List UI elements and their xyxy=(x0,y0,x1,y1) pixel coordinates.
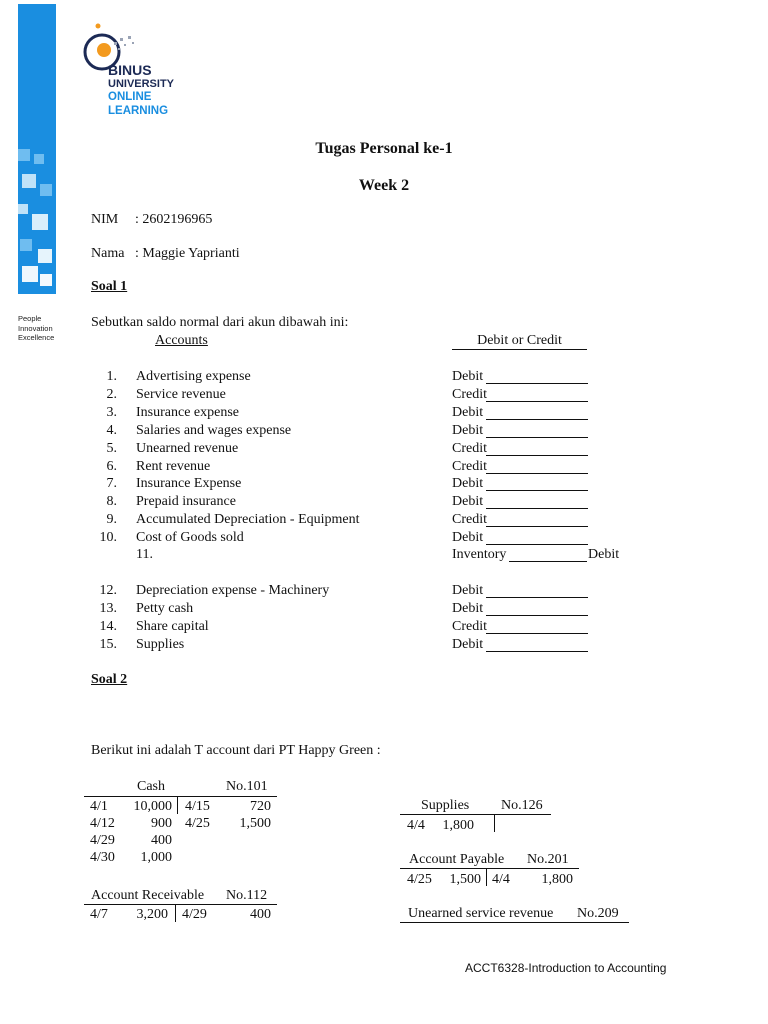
item-number: 4. xyxy=(106,422,117,438)
nama-label: Nama xyxy=(91,246,125,261)
ar-divider xyxy=(175,905,176,922)
footer-course: ACCT6328-Introduction to Accounting xyxy=(465,961,667,975)
item-debit-credit: Debit xyxy=(452,422,484,438)
cash-top-line xyxy=(84,796,277,797)
item-number: 7. xyxy=(106,476,117,492)
debits-amount: 1,000 xyxy=(140,850,172,865)
item-account-name: Share capital xyxy=(136,618,209,634)
item-account-name: Inventory xyxy=(452,547,507,562)
item-number: 3. xyxy=(106,404,117,420)
list-item xyxy=(92,582,632,600)
item-account-name: Unearned revenue xyxy=(136,440,239,456)
debits-amount: 400 xyxy=(151,833,172,848)
nama-value: : Maggie Yaprianti xyxy=(135,246,240,261)
item-answer-line xyxy=(486,383,588,384)
ar-top-line xyxy=(84,904,277,905)
ar-no: No.112 xyxy=(226,888,268,903)
nim-label: NIM xyxy=(91,212,119,227)
soal2-heading: Soal 2 xyxy=(91,672,128,687)
item-answer-line xyxy=(486,419,588,420)
ap-title: Account Payable xyxy=(409,852,505,867)
item-number: 6. xyxy=(106,458,117,474)
ap-top-line xyxy=(400,868,579,869)
item-debit-credit: Credit xyxy=(452,458,487,474)
item-answer-line xyxy=(486,473,588,474)
item-answer-line xyxy=(509,561,587,562)
item-answer-line xyxy=(486,490,588,491)
debits-date: 4/1 xyxy=(90,799,108,814)
item-debit-credit: Debit xyxy=(452,583,484,598)
item-number: 1. xyxy=(106,369,117,384)
list-item xyxy=(92,493,632,511)
item-answer-line xyxy=(486,526,588,527)
credits-amount: 1,500 xyxy=(239,816,271,831)
tagline xyxy=(18,314,54,343)
item-answer-line xyxy=(486,508,588,509)
item-debit-credit: Debit xyxy=(452,369,484,384)
list-item xyxy=(92,618,632,636)
item-answer-line xyxy=(486,651,588,652)
item-number: 15. xyxy=(99,636,117,652)
item-account-name: Cost of Goods sold xyxy=(136,530,244,546)
item-account-name: Petty cash xyxy=(136,600,194,616)
item-number: 8. xyxy=(106,494,117,510)
credits-amount: 720 xyxy=(250,799,271,814)
ar-title: Account Receivable xyxy=(91,888,205,903)
debits-date: 4/7 xyxy=(90,907,108,922)
tagline-people: People xyxy=(18,314,42,323)
list-item xyxy=(92,368,632,386)
item-debit-credit: Credit xyxy=(452,512,487,528)
unearned-title: Unearned service revenue xyxy=(408,906,554,921)
soal1-heading: Soal 1 xyxy=(91,279,128,294)
item-debit-credit: Debit xyxy=(452,404,484,420)
item-debit-credit: Debit xyxy=(452,636,484,652)
logo-online: ONLINE xyxy=(108,91,152,103)
ap-no: No.201 xyxy=(527,852,569,867)
item-account-name: Depreciation expense - Machinery xyxy=(136,583,330,598)
item-account-name: Service revenue xyxy=(136,386,226,402)
item-debit-credit: Credit xyxy=(452,386,487,402)
cash-title: Cash xyxy=(137,779,165,794)
unearned-top-line xyxy=(400,922,629,923)
item-answer-line xyxy=(486,401,588,402)
debits-amount: 1,800 xyxy=(442,818,474,833)
page-title: Tugas Personal ke-1 xyxy=(315,140,453,157)
item-account-name: Insurance expense xyxy=(136,404,240,420)
item-debit-credit: Debit xyxy=(452,530,484,546)
debits-date: 4/25 xyxy=(407,872,432,887)
debits-amount: 3,200 xyxy=(136,907,168,922)
item-account-name: Rent revenue xyxy=(136,458,211,474)
list-item xyxy=(92,440,632,458)
logo-wordmark xyxy=(108,64,174,118)
credits-date: 4/4 xyxy=(492,872,510,887)
list-item xyxy=(92,475,632,493)
list-item xyxy=(92,404,632,422)
item-number: 10. xyxy=(99,530,117,546)
list-item xyxy=(92,600,632,618)
debits-date: 4/30 xyxy=(90,850,115,865)
item-debit-credit: Credit xyxy=(452,618,487,634)
logo-binus: BINUS xyxy=(108,62,152,78)
week-title: Week 2 xyxy=(358,177,410,194)
soal2-intro: Berikut ini adalah T account dari PT Happy Green : xyxy=(91,743,381,758)
credits-date: 4/25 xyxy=(185,816,210,831)
debits-date: 4/12 xyxy=(90,816,115,831)
list-item xyxy=(92,458,632,476)
unearned-no: No.209 xyxy=(577,906,619,921)
supplies-divider xyxy=(494,815,495,832)
credits-amount: 1,800 xyxy=(541,872,573,887)
item-number: 11. xyxy=(136,547,153,562)
credits-amount: 400 xyxy=(250,907,271,922)
item-number: 5. xyxy=(106,440,117,456)
credits-date: 4/29 xyxy=(182,907,207,922)
item-answer-line xyxy=(486,633,588,634)
nim-value: : 2602196965 xyxy=(135,212,213,227)
list-item xyxy=(92,546,632,564)
cash-no: No.101 xyxy=(226,779,268,794)
item-debit-credit: Debit xyxy=(588,547,620,562)
cash-divider xyxy=(177,797,178,814)
debits-amount: 10,000 xyxy=(133,799,172,814)
debits-amount: 1,500 xyxy=(449,872,481,887)
item-account-name: Supplies xyxy=(136,636,185,652)
tagline-excellence: Excellence xyxy=(18,333,55,342)
item-answer-line xyxy=(486,544,588,545)
item-number: 12. xyxy=(99,583,117,598)
supplies-title: Supplies xyxy=(421,798,470,813)
logo-university: UNIVERSITY xyxy=(108,77,175,90)
list-item xyxy=(92,636,632,654)
item-number: 2. xyxy=(106,386,117,402)
item-answer-line xyxy=(486,437,588,438)
item-number: 13. xyxy=(99,600,117,616)
debits-date: 4/29 xyxy=(90,833,115,848)
ap-divider xyxy=(486,869,487,886)
col-dc-header: Debit or Credit xyxy=(452,333,587,350)
item-answer-line xyxy=(486,597,588,598)
supplies-no: No.126 xyxy=(501,798,543,813)
item-answer-line xyxy=(486,615,588,616)
debits-date: 4/4 xyxy=(407,818,425,833)
list-item xyxy=(92,529,632,547)
item-account-name: Advertising expense xyxy=(136,369,251,384)
list-item xyxy=(92,386,632,404)
item-debit-credit: Debit xyxy=(452,600,484,616)
supplies-top-line xyxy=(400,814,551,815)
item-account-name: Insurance Expense xyxy=(136,476,242,492)
item-account-name: Prepaid insurance xyxy=(136,494,236,510)
item-debit-credit: Credit xyxy=(452,440,487,456)
item-debit-credit: Debit xyxy=(452,476,484,492)
item-account-name: Accumulated Depreciation - Equipment xyxy=(136,512,360,528)
list-item xyxy=(92,422,632,440)
item-debit-credit: Debit xyxy=(452,494,484,510)
item-number: 9. xyxy=(106,512,117,528)
debits-amount: 900 xyxy=(151,816,172,831)
credits-date: 4/15 xyxy=(185,799,210,814)
item-account-name: Salaries and wages expense xyxy=(136,422,292,438)
soal1-instruction: Sebutkan saldo normal dari akun dibawah ini: xyxy=(91,315,349,330)
item-number: 14. xyxy=(99,618,117,634)
tagline-innovation: Innovation xyxy=(18,323,53,333)
item-answer-line xyxy=(486,455,588,456)
logo-learning: LEARNING xyxy=(108,104,169,117)
list-item xyxy=(92,511,632,529)
col-accounts-header: Accounts xyxy=(155,333,208,348)
